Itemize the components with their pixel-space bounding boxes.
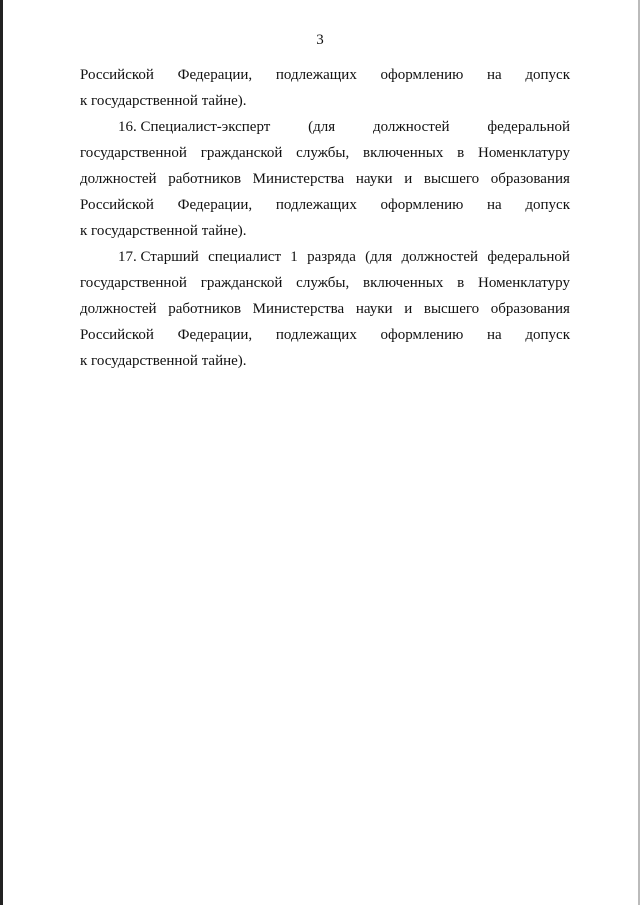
word: Министерства [252, 301, 345, 317]
text-line [80, 298, 570, 324]
word: службы, [296, 275, 350, 291]
word: работников [168, 171, 242, 187]
word: высшего [423, 301, 480, 317]
word: оформлению [380, 197, 464, 213]
word: допуск [525, 67, 570, 83]
word: должностей [80, 301, 157, 317]
word: к государственной тайне). [80, 93, 247, 109]
word: науки [355, 301, 393, 317]
word: Федерации, [177, 327, 253, 343]
word: образования [490, 171, 570, 187]
text-line [80, 220, 570, 246]
word: Номенклатуру [478, 275, 570, 291]
word: в [457, 145, 465, 161]
text-line [80, 324, 570, 350]
word: включенных [363, 275, 444, 291]
text-line [80, 64, 570, 90]
word: к государственной тайне). [80, 353, 247, 369]
text-line [80, 272, 570, 298]
word: Федерации, [177, 197, 253, 213]
word: государственной [80, 275, 187, 291]
paragraph-item-16 [80, 116, 570, 246]
word: Номенклатуру [478, 145, 570, 161]
text-line [80, 168, 570, 194]
word: Министерства [252, 171, 345, 187]
word: службы, [296, 145, 350, 161]
word: к государственной тайне). [80, 223, 247, 239]
paragraph-continuation [80, 64, 570, 116]
word: гражданской [200, 145, 283, 161]
paragraph-item-17 [80, 246, 570, 376]
word: включенных [363, 145, 444, 161]
word: должностей [401, 249, 479, 265]
word: Российской [80, 197, 154, 213]
word: 17. Старший [118, 249, 199, 265]
word: Российской [80, 67, 154, 83]
word: на [487, 67, 502, 83]
scan-left-edge [0, 0, 3, 905]
word: и [404, 301, 413, 317]
word: должностей [372, 119, 450, 135]
word: 1 [290, 249, 298, 265]
word: высшего [423, 171, 480, 187]
word: в [457, 275, 465, 291]
word: Федерации, [177, 67, 253, 83]
word: оформлению [380, 327, 464, 343]
word: и [404, 171, 413, 187]
word: допуск [525, 197, 570, 213]
word: государственной [80, 145, 187, 161]
text-line [80, 246, 570, 272]
document-body [80, 64, 570, 376]
word: (для [308, 119, 336, 135]
word: Российской [80, 327, 154, 343]
text-line [80, 194, 570, 220]
word: оформлению [380, 67, 464, 83]
word: специалист [208, 249, 282, 265]
word: гражданской [200, 275, 283, 291]
word: на [487, 197, 502, 213]
text-line [80, 142, 570, 168]
word: подлежащих [275, 327, 357, 343]
word: на [487, 327, 502, 343]
word: подлежащих [275, 197, 357, 213]
word: (для [365, 249, 393, 265]
word: федеральной [487, 119, 570, 135]
word: работников [168, 301, 242, 317]
word: разряда [307, 249, 356, 265]
page-number: 3 [316, 32, 324, 48]
text-line [80, 350, 570, 376]
word: образования [490, 301, 570, 317]
word: федеральной [487, 249, 570, 265]
word: должностей [80, 171, 157, 187]
text-line [80, 90, 570, 116]
text-line [80, 116, 570, 142]
word: допуск [525, 327, 570, 343]
word: науки [355, 171, 393, 187]
word: 16. Специалист-эксперт [118, 119, 271, 135]
word: подлежащих [275, 67, 357, 83]
